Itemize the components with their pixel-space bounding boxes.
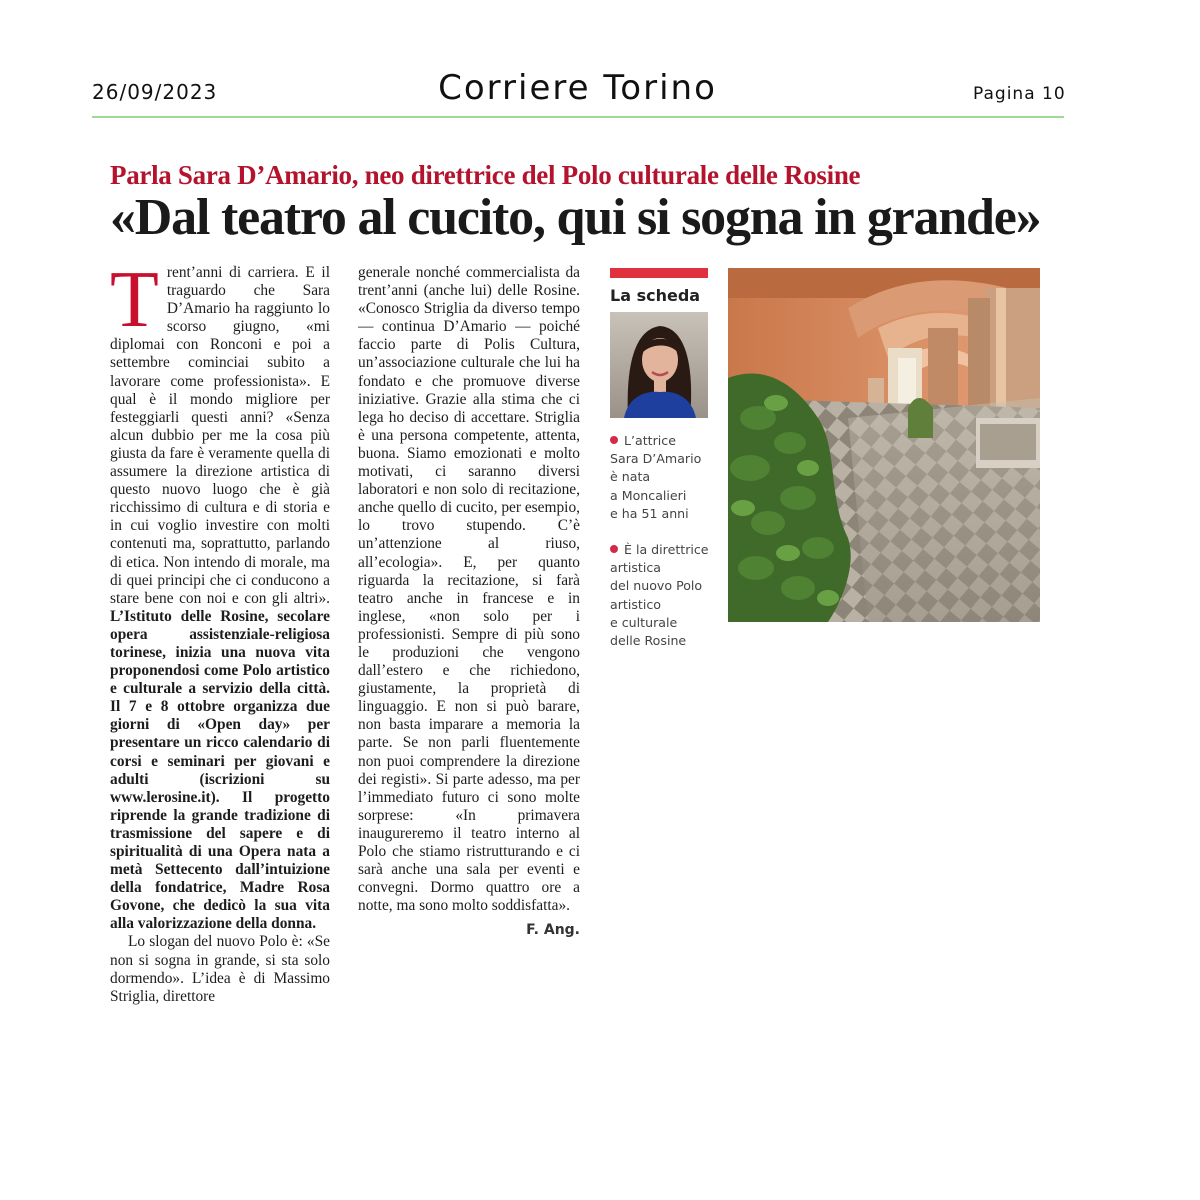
- scheda-title: La scheda: [610, 286, 701, 305]
- fact-line: Sara D’Amario: [610, 451, 702, 467]
- fact-line: L’attrice: [624, 433, 676, 448]
- article-column-1: [110, 256, 330, 1006]
- article-headline: «Dal teatro al cucito, qui si sogna in grande»: [110, 189, 1041, 246]
- publication-title: Corriere Torino: [438, 68, 717, 108]
- scheda-facts: [610, 432, 720, 668]
- article-byline: F. Ang.: [526, 922, 580, 939]
- header-date: 26/09/2023: [92, 80, 218, 104]
- fact-line: a Moncalieri: [610, 487, 687, 503]
- scheda-accent-bar: [610, 268, 708, 278]
- colonnade-photo: [728, 268, 1040, 622]
- article-kicker: Parla Sara D’Amario, neo direttrice del Polo culturale delle Rosine: [110, 160, 861, 190]
- article-text-intro: rent’anni di carriera. E il traguardo che Sara D’Amario ha raggiunto lo scorso giugno, «mi diplomai con Ronconi e poi a settembre cominciai subito a lavorare come professionista». E qual è il mondo migliore per festeggiarli questi anni? «Senza alcun dubbio per me la cosa più giusta da fare è veramente quella di assumere la direzione artistica di questo nuovo luogo che è già ricchissimo di cultura e di storia e in cui voglio investire con molti contenuti ma, soprattutto, parlando di etica. Non intendo di morale, ma di quei principi che ci conducono a stare bene con noi e con gli altri».: [110, 264, 330, 607]
- article-text-bold: L’Istituto delle Rosine, secolare opera assistenziale-religiosa torinese, inizia una nuova vita proponendosi come Polo artistico e culturale a servizio della città. Il 7 e 8 ottobre organizza due giorni di «Open day» per presentare un ricco calendario di corsi e seminari per giovani e adulti (iscrizioni su www.lerosine.it). Il progetto riprende la grande tradizione di trasmissione del sapere e di spiritualità di una Opera nata a metà Settecento dall’intuizione della fondatrice, Madre Rosa Govone, che dedicò la sua vita alla valorizzazione della donna.: [110, 607, 330, 933]
- fact-line: delle Rosine: [610, 633, 687, 649]
- article-paragraph-1: [110, 256, 330, 933]
- fact-line: è nata: [610, 469, 651, 485]
- scheda-fact-1: [610, 432, 720, 523]
- article-paragraph-2: Lo slogan del nuovo Polo è: «Se non si sogna in grande, si sta solo dormendo». L’idea è di Massimo Striglia, direttore: [110, 933, 330, 1005]
- fact-line: del nuovo Polo: [610, 578, 703, 594]
- fact-line: e ha 51 anni: [610, 505, 689, 521]
- fact-line: È la direttrice: [624, 542, 709, 558]
- fact-line: artistica: [610, 560, 661, 576]
- fact-line: e culturale: [610, 614, 678, 630]
- drop-cap: T: [110, 256, 159, 344]
- article-paragraph-3: generale nonché commercialista da trent’anni (anche lui) delle Rosine. «Conosco Striglia da diverso tempo — continua D’Amario — poiché faccio parte di Polis Cultura, un’associazione culturale che lui ha fondato e che promuove diverse iniziative. Grazie alla stima che ci lega ho deciso di accettare. Striglia è una persona competente, attenta, buona. Siamo emozionati e molto motivati, ci saranno diversi laboratori e non solo di recitazione, anche quello di cucito, per esempio, lo trovo stupendo. C’è un’attenzione al riuso, all’ecologia». E, per quanto riguarda la recitazione, si farà teatro anche in francese e in inglese, «non solo per i professionisti. Sempre di più sono le produzioni che vengono dall’estero e che richiedono, giustamente, la proprietà di linguaggio. E non si può barare, non basta imparare a memoria la parte. Se non parli fluentemente non puoi comprendere la direzione dei registi». Si parte adesso, ma per l’immediato futuro ci sono molte sorprese: «In primavera inaugureremo il teatro interno al Polo che stiamo ristrutturando e ci sarà anche una sala per eventi e convegni. Dormo quattro ore a notte, ma sono molto soddisfatta».: [358, 264, 580, 915]
- bullet-icon: [610, 436, 618, 444]
- portrait-photo: [610, 312, 708, 418]
- fact-line: artistico: [610, 596, 661, 612]
- scheda-fact-2: [610, 541, 720, 650]
- header-divider: [92, 116, 1064, 118]
- article-column-2: [358, 264, 580, 939]
- bullet-icon: [610, 545, 618, 553]
- page-number: Pagina 10: [973, 84, 1066, 104]
